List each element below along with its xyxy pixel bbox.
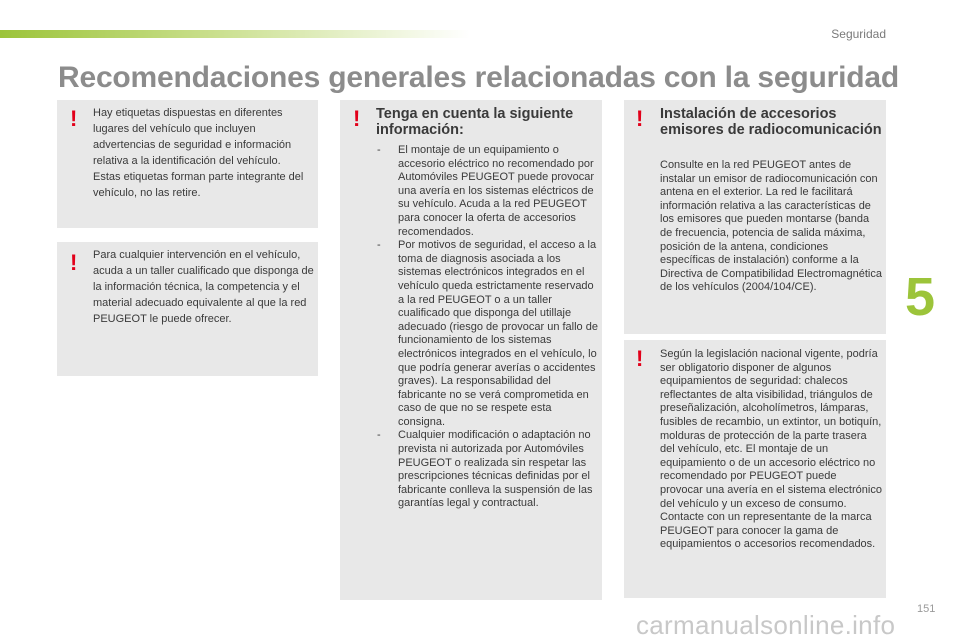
workshop-box xyxy=(57,242,318,376)
safety-labels-box xyxy=(57,100,318,228)
safety-equipment-text: Según la legislación nacional vigente, podría ser obligatorio disponer de algunos equipamientos de seguridad: chalecos reflectantes de alta visibilidad, triángulos de preseñalización, alcoholímetros, lámparas, fusibles de recambio, un extintor, un botiquín, molduras de protección de la parte trasera del vehículo, etc. El montaje de un equipamiento o de un accesorio eléctrico no recomendado por PEUGEOT puede provocar una avería en el sistema electrónico del vehículo y un exceso de consumo. Contacte con un representante de la marca PEUGEOT para conocer la gama de equipamientos o accesorios recomendados. xyxy=(660,348,882,551)
list-item: - Cualquier modificación o adaptación no prevista ni autorizada por Automóviles PEUGEOT o realizada sin respetar las prescripciones técnicas definidas por el fabricante conlleva la suspensión de las garantías legal y contractual. xyxy=(377,429,593,510)
warning-icon: ! xyxy=(70,250,78,275)
information-heading: Tenga en cuenta la siguiente información: xyxy=(376,106,574,138)
warning-icon: ! xyxy=(636,346,644,371)
safety-labels-text: Hay etiquetas dispuestas en diferentes lugares del vehículo que incluyen advertencias de seguridad e información relativa a la identificación del vehículo. Estas etiquetas forman parte integrante del vehículo, no las retire. xyxy=(93,107,304,199)
header-accent-bar xyxy=(0,30,470,38)
list-item: - Por motivos de seguridad, el acceso a la toma de diagnosis asociada a los sistemas electrónicos integrados en el vehículo queda estrictamente reservado a la red PEUGEOT o a un taller cualificado que disponga del utillaje adecuado (riesgo de provocar un fallo de funcionamiento de los sistemas electrónicos integrados en el vehículo, lo que podría generar averías o accidentes graves). La responsabilidad del fabricante no se verá comprometida en caso de que no se respete esta consigna. xyxy=(377,239,598,428)
radio-accessories-box xyxy=(624,100,886,334)
workshop-text: Para cualquier intervención en el vehículo, acuda a un taller cualificado que disponga de la información técnica, la competencia y el material adecuado equivalente al que la red PEUGEOT le puede ofrecer. xyxy=(93,249,314,325)
page-title: Recomendaciones generales relacionadas con la seguridad xyxy=(58,61,899,94)
warning-icon: ! xyxy=(636,106,644,131)
page-number: 151 xyxy=(917,603,936,615)
information-list xyxy=(377,144,601,511)
list-item: - El montaje de un equipamiento o accesorio eléctrico no recomendado por Automóviles PEUGEOT puede provocar una avería en los sistemas eléctricos de su vehículo. Acuda a la red PEUGEOT para conocer la oferta de accesorios recomendados. xyxy=(377,144,595,238)
information-box xyxy=(340,100,602,600)
warning-icon: ! xyxy=(70,106,78,131)
chapter-number: 5 xyxy=(905,267,936,327)
warning-icon: ! xyxy=(353,106,361,131)
radio-accessories-heading: Instalación de accesorios emisores de radiocomunicación xyxy=(660,106,882,138)
radio-accessories-text: Consulte en la red PEUGEOT antes de instalar un emisor de radiocomunicación con antena en el exterior. La red le facilitará información relativa a las características de los emisores que pueden montarse (banda de frecuencia, potencia de salida máxima, posición de la antena, condiciones específicas de instalación) conforme a la Directiva de Compatibilidad Electromagnética de los vehículos (2004/104/CE). xyxy=(660,159,882,294)
safety-equipment-box xyxy=(624,340,886,598)
watermark: carmanualsonline.info xyxy=(636,610,896,640)
section-name: Seguridad xyxy=(831,27,886,41)
